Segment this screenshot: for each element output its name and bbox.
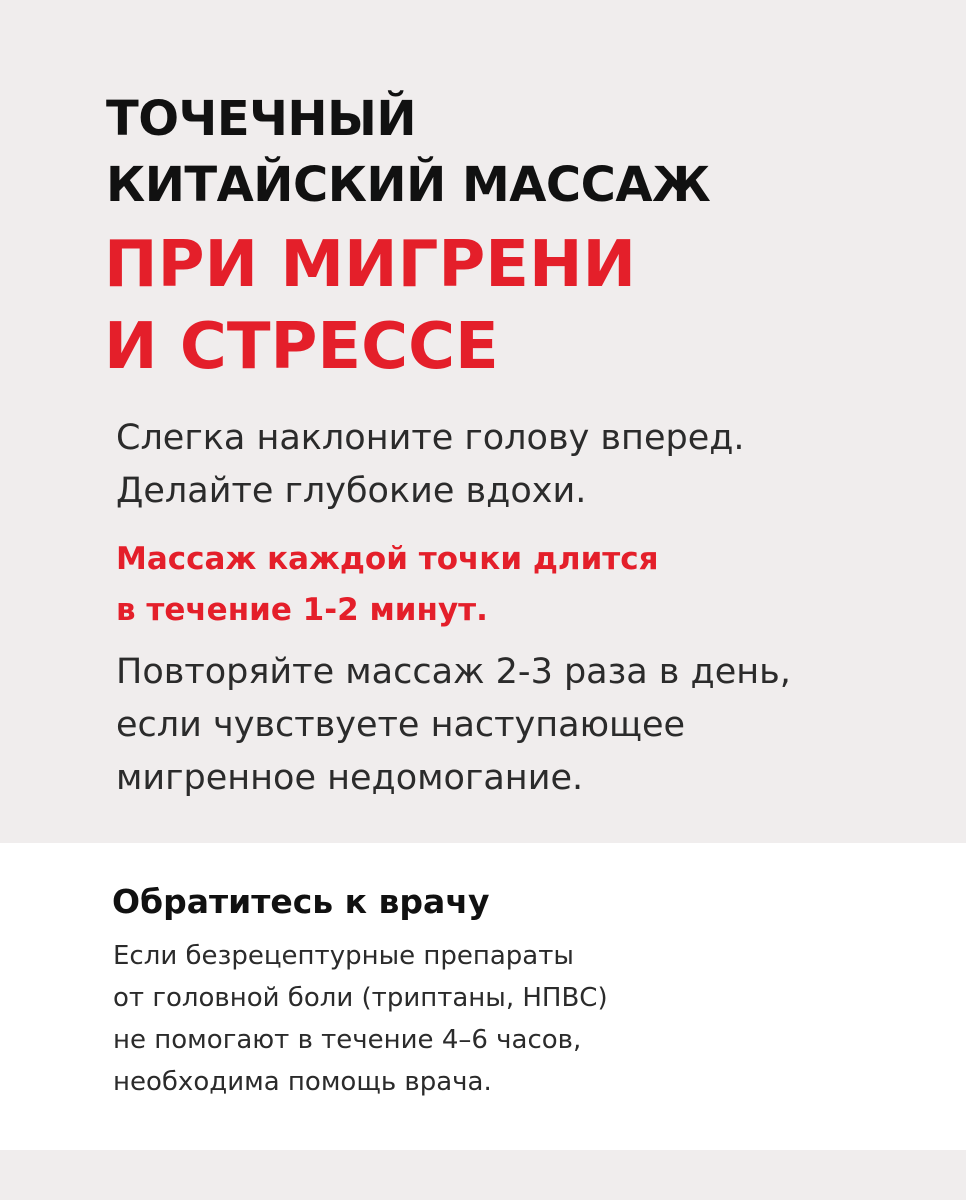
instruction-duration-line-1: Массаж каждой точки длится <box>116 541 659 577</box>
doctor-advice-line-1: Если безрецептурные препараты <box>113 941 574 971</box>
instruction-duration <box>116 534 659 636</box>
doctor-advice-line-2: от головной боли (триптаны, НПВС) <box>113 983 608 1013</box>
doctor-advice-line-3: не помогают в течение 4–6 часов, <box>113 1025 582 1055</box>
doctor-advice-line-4: необходима помощь врача. <box>113 1067 492 1097</box>
main-title-line-2: КИТАЙСКИЙ МАССАЖ <box>106 157 711 213</box>
instruction-frequency-line-1: Повторяйте массаж 2-3 раза в день, <box>116 652 791 692</box>
footer-strip <box>0 1150 966 1200</box>
instruction-frequency-line-3: мигренное недомогание. <box>116 758 584 798</box>
doctor-advice-panel <box>0 843 966 1150</box>
main-title <box>106 86 906 218</box>
doctor-advice-text <box>113 935 893 1103</box>
instruction-duration-line-2: в течение 1-2 минут. <box>116 592 488 628</box>
doctor-advice-title: Обратитесь к врачу <box>112 882 490 921</box>
accent-title-line-1: ПРИ МИГРЕНИ <box>104 228 637 302</box>
accent-title <box>104 224 944 388</box>
accent-title-line-2: И СТРЕССЕ <box>104 310 499 384</box>
instruction-posture-line-1: Слегка наклоните голову вперед. <box>116 418 745 458</box>
instruction-frequency-line-2: если чувствуете наступающее <box>116 705 686 745</box>
instruction-frequency <box>116 646 791 805</box>
main-title-line-1: ТОЧЕЧНЫЙ <box>106 91 416 147</box>
instruction-posture <box>116 412 745 518</box>
instruction-posture-line-2: Делайте глубокие вдохи. <box>116 471 587 511</box>
